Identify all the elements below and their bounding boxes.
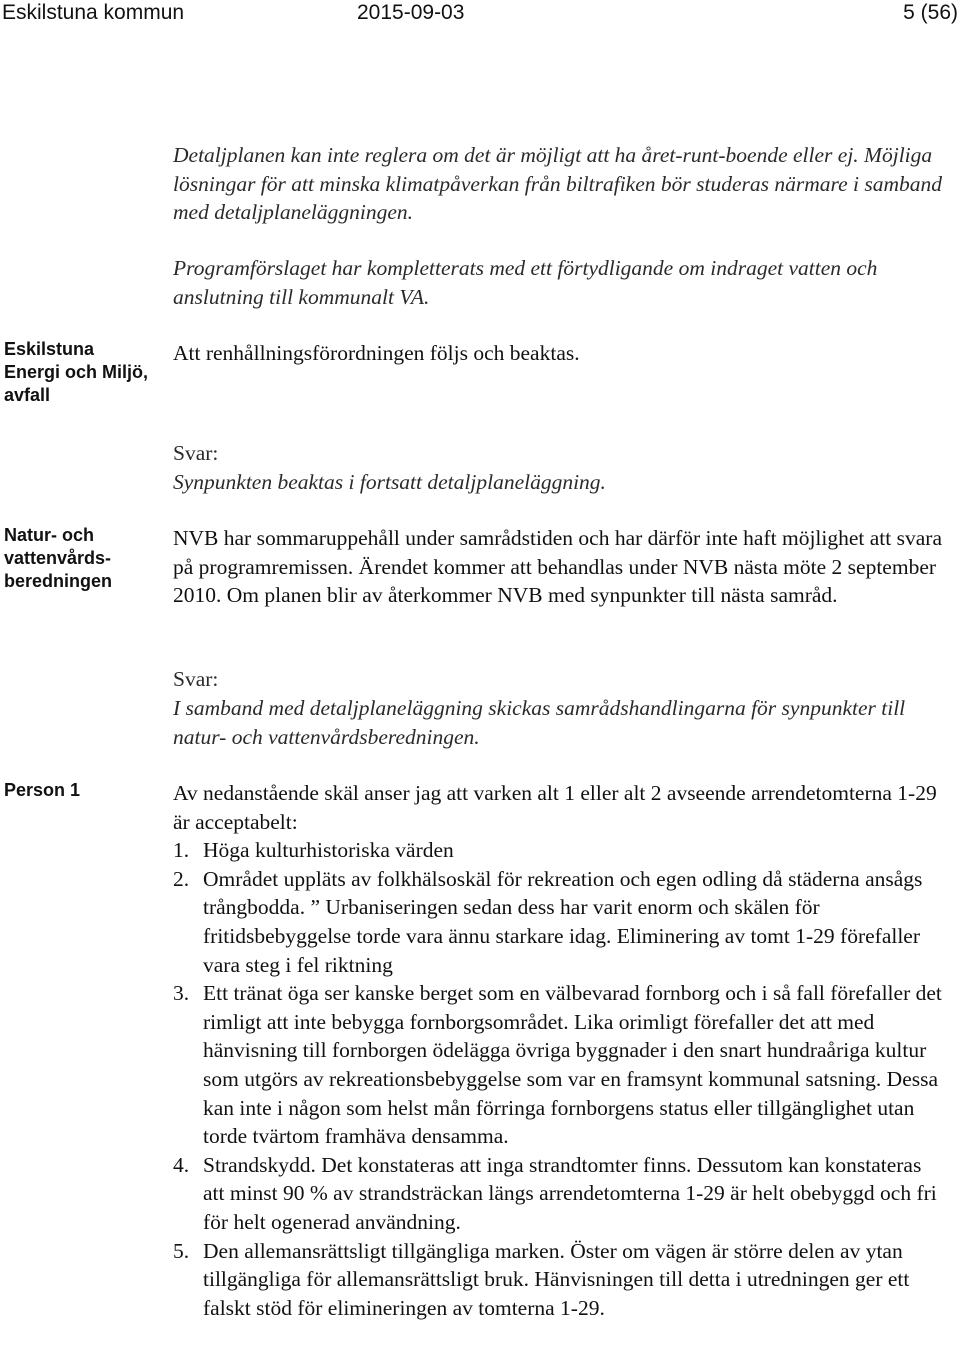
entry-label-nvb: Natur- och vattenvårds-beredningen (4, 525, 113, 591)
entry-comment-energi-miljo: Att renhållningsförordningen följs och beaktas. (173, 341, 580, 365)
list-item (173, 979, 943, 1151)
list-item-number: 4. (173, 1152, 190, 1177)
list-item-text: Området uppläts av folkhälsoskäl för rekreation och egen odling då städerna ansågs trångbodda. ” Urbaniseringen sedan dess har varit enorm och skälen för fritidsbebyggelse torde vara ännu starkare idag. Eliminering av tomt 1-29 förefaller vara steg i fel riktning (203, 866, 923, 977)
entry-body-person-1 (173, 779, 943, 1322)
list-item (173, 1237, 943, 1323)
list-item (173, 1151, 943, 1237)
header-date: 2015-09-03 (357, 1, 465, 24)
list-item-text: Höga kulturhistoriska värden (203, 838, 454, 863)
intro-paragraph-2: Programförslaget har kompletterats med ett förtydligande om indraget vatten och anslutning till kommunalt VA. (173, 256, 878, 309)
reasons-list (173, 836, 943, 1322)
entry-label-person-1: Person 1 (4, 780, 81, 800)
entry-label-energi-miljo: Eskilstuna Energi och Miljö, avfall (4, 339, 149, 405)
list-item-text: Den allemansrättsligt tillgängliga marken. Öster om vägen är större delen av ytan tillgängliga för allemansrättsligt bruk. Hänvisningen till detta i utredningen ger ett falskt stöd för elimineringen av tomterna 1-29. (203, 1238, 910, 1320)
list-item-text: Strandskydd. Det konstateras att inga strandtomter finns. Dessutom kan konstateras att minst 90 % av strandsträckan längs arrendetomterna 1-29 är helt obebyggd och fri för helt ogenerad användning. (203, 1152, 937, 1234)
list-item-number: 5. (173, 1238, 190, 1263)
header-page-number: 5 (56) (903, 1, 958, 24)
entry-answer-label-nvb: Svar: (173, 667, 219, 691)
entry-answer-nvb: I samband med detaljplaneläggning skickas samrådshandlingarna för synpunkter till natur- och vattenvårdsberedningen. (173, 696, 906, 749)
list-item-text: Ett tränat öga ser kanske berget som en välbevarad fornborg och i så fall förefaller det rimligt att inte bebygga fornborgsområdet. Lika orimligt förefaller det att med hänvisning till fornborgen ödelägga övriga byggnader i den snart hundraåriga kultur som utgörs av rekreationsbebyggelse som var en framsynt kommunal satsning. Dessa kan inte i någon som helst mån förringa fornborgens status eller tillgänglighet utan torde tvärtom framhäva densamma. (203, 981, 942, 1149)
list-item-number: 1. (173, 838, 190, 863)
entry-answer-energi-miljo: Synpunkten beaktas i fortsatt detaljplaneläggning. (173, 470, 606, 494)
entry-answer-label-energi-miljo: Svar: (173, 441, 219, 465)
page-header (0, 0, 960, 30)
header-organization: Eskilstuna kommun (2, 1, 185, 24)
entry-comment-person-1: Av nedanstående skäl anser jag att varken alt 1 eller alt 2 avseende arrendetomterna 1-29 är acceptabelt: (173, 781, 937, 834)
list-item-number: 3. (173, 981, 190, 1006)
list-item (173, 865, 943, 979)
list-item (173, 836, 943, 865)
entry-comment-nvb: NVB har sommaruppehåll under samrådstiden och har därför inte haft möjlighet att svara på programremissen. Ärendet kommer att behandlas under NVB nästa möte 2 september 2010. Om planen blir av återkommer NVB med synpunkter till nästa samråd. (173, 526, 942, 608)
intro-paragraph-1: Detaljplanen kan inte reglera om det är möjligt att ha året-runt-boende eller ej. Möjliga lösningar för att minska klimatpåverkan från biltrafiken bör studeras närmare i samband med detaljplaneläggningen. (173, 143, 943, 225)
list-item-number: 2. (173, 866, 190, 891)
